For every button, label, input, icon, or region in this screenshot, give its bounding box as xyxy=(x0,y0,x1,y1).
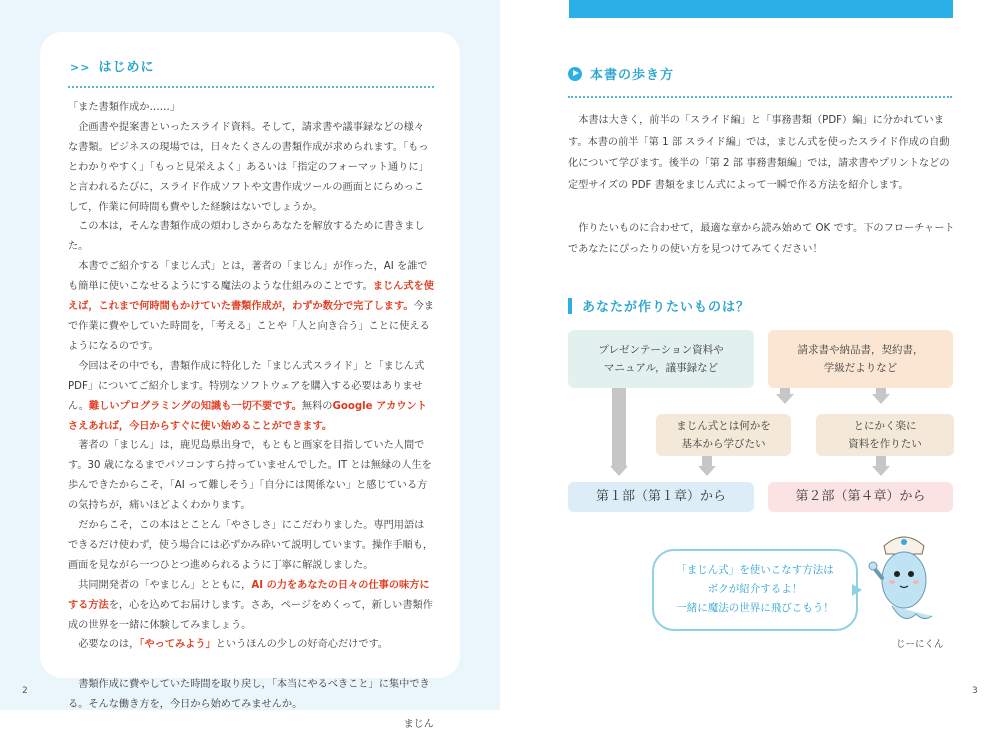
text: 共同開発者の「やまじん」とともに， xyxy=(78,579,252,591)
bubble-tail xyxy=(852,584,862,596)
character-name: じーにくん xyxy=(896,639,944,650)
paragraph xyxy=(68,635,434,655)
text: 本書でご紹介する「まじん式」とは，著者の「まじん」が作った，AI を誰でも簡単に使いこなせるようにする魔法のような仕組みのことです。 xyxy=(68,261,428,293)
text: というほんの少しの好奇心だけです。 xyxy=(215,639,389,651)
text: 今まで作業に費やしていた時間を，「考える」ことや「人と向き合う」ことに使えるようになるのです。 xyxy=(68,301,434,352)
flow-end-part1: 第１部（第１章）から xyxy=(568,482,754,512)
flow-box-documents xyxy=(768,330,953,388)
flow-box-make-easily xyxy=(816,414,954,456)
play-icon xyxy=(568,67,582,81)
flow-heading-text: あなたが作りたいものは？ xyxy=(582,300,751,315)
flow-box-line: とにかく楽に xyxy=(853,420,917,432)
text: を，心を込めてお届けします。さあ，ページをめくって，新しい書類作成の世界を一緒に体験してみましょう。 xyxy=(68,599,433,631)
paragraph: 「また書類作成か……」 xyxy=(68,102,181,113)
flow-box-line: 資料を作りたい xyxy=(848,438,922,450)
spacer xyxy=(68,655,434,675)
paragraph: 本書は大きく，前半の「スライド編」と「事務書類（PDF）編」に分かれています。本書の前半「第 1 部 スライド編」では，まじん式を使ったスライド作成の自動化について学びます。後半の「第 2 部 事務書類編」では，請求書やプリントなどの定型サイズの PDF 書類をまじん式によって一瞬で作る方法を紹介します。 xyxy=(568,115,950,191)
paragraph xyxy=(68,576,434,636)
spacer xyxy=(568,196,956,218)
flow-heading xyxy=(568,296,750,315)
emphasis-text: まじん式を使えば，これまで何時間もかけていた書類作成が，わずか数分で完了します。 xyxy=(68,281,434,313)
paragraph: 書類作成に費やしていた時間を取り戻し，「本当にやるべきこと」に集中できる。そんな働き方を，今日から始めてみませんか。 xyxy=(68,679,430,711)
bar-icon xyxy=(568,298,572,314)
signature: まじん xyxy=(403,719,434,731)
bubble-line: 一緒に魔法の世界に飛びこもう！ xyxy=(676,602,834,614)
paragraph: 著者の「まじん」は，鹿児島県出身で，もともと画家を目指していた人間です。30 歳になるまでパソコンすら持っていませんでした。IT とは無縁の人生を歩んできたからこそ，「AI って難しそう」「自分には関係ない」と感じている方の気持ちが，痛いほどよくわかります。 xyxy=(68,440,432,512)
down-arrow-icon xyxy=(610,466,628,476)
heading-marker: >> xyxy=(70,61,91,74)
intro-body xyxy=(68,98,434,735)
guide-heading xyxy=(568,64,674,83)
flow-box-learn-basics xyxy=(656,414,791,456)
paragraph: 企画書や提案書といったスライド資料。そして，請求書や議事録などの様々な書類。ビジネスの現場では，日々たくさんの書類作成が求められます。「もっとわかりやすく」「もっと見栄えよく」あるいは「指定のフォーマット通りに」と言われるたびに，スライド作成ソフトや文書作成ツールの画面とにらめっこして，作業に何時間も費やした経験はないでしょうか。 xyxy=(68,121,429,213)
dotted-divider xyxy=(68,86,434,88)
page-number-left: 2 xyxy=(22,686,28,696)
intro-heading xyxy=(70,56,154,75)
bubble-line: ボクが紹介するよ！ xyxy=(707,583,803,595)
down-arrow-icon xyxy=(872,394,890,404)
flow-end-part2: 第２部（第４章）から xyxy=(768,482,953,512)
paragraph: この本は，そんな書類作成の煩わしさからあなたを解放するために書きました。 xyxy=(68,221,425,253)
text: 無料の xyxy=(301,400,333,412)
genie-mascot-icon xyxy=(862,518,946,634)
dotted-divider xyxy=(568,96,952,98)
top-accent-bar xyxy=(569,0,953,18)
flow-box-line: 基本から学びたい xyxy=(681,438,766,450)
text: 今回はその中でも，書類作成に特化した「まじん式スライド」と「まじん式 PDF」についてご紹介します。特別なソフトウェアを購入する必要はありません。 xyxy=(68,360,425,412)
paragraph: だからこそ，この本はとことん「やさしさ」にこだわりました。専門用語はできるだけ使わず，使う場合には必ずかみ砕いて説明しています。操作手順も，画面を見ながら一つひとつ進められるように丁寧に解説しました。 xyxy=(68,520,434,571)
guide-body xyxy=(568,110,956,261)
emphasis-text: 「やってみよう」 xyxy=(139,639,216,651)
paragraph xyxy=(68,257,434,357)
emphasis-text: AI の力をあなたの日々の仕事の味方にする方法 xyxy=(68,579,430,611)
flow-box-presentation xyxy=(568,330,754,388)
emphasis-text: 難しいプログラミングの知識も一切不要です。 xyxy=(89,400,302,412)
down-arrow-icon xyxy=(698,466,716,476)
arrow-stem xyxy=(612,388,626,466)
flow-box-line: 請求書や納品書，契約書， xyxy=(797,344,924,356)
down-arrow-icon xyxy=(776,394,794,404)
flow-box-line: マニュアル，議事録など xyxy=(603,362,719,374)
emphasis-text: Google アカウントさえあれば，今日からすぐに使い始めることができます。 xyxy=(68,400,427,432)
paragraph xyxy=(68,357,434,437)
paragraph: 作りたいものに合わせて，最適な章から読み始めて OK です。下のフローチャートであなたにぴったりの使い方を見つけてみてください！ xyxy=(568,222,955,255)
flow-box-line: まじん式とは何かを xyxy=(676,420,771,432)
down-arrow-icon xyxy=(872,466,890,476)
guide-heading-text: 本書の歩き方 xyxy=(590,68,675,83)
bubble-line: 「まじん式」を使いこなす方法は xyxy=(676,564,834,576)
page-number-right: 3 xyxy=(972,686,978,696)
flow-box-line: 学級だよりなど xyxy=(823,362,898,374)
text: 必要なのは， xyxy=(78,639,140,651)
flow-box-line: プレゼンテーション資料や xyxy=(598,344,724,356)
speech-bubble xyxy=(652,549,858,631)
intro-heading-text: はじめに xyxy=(98,60,155,75)
